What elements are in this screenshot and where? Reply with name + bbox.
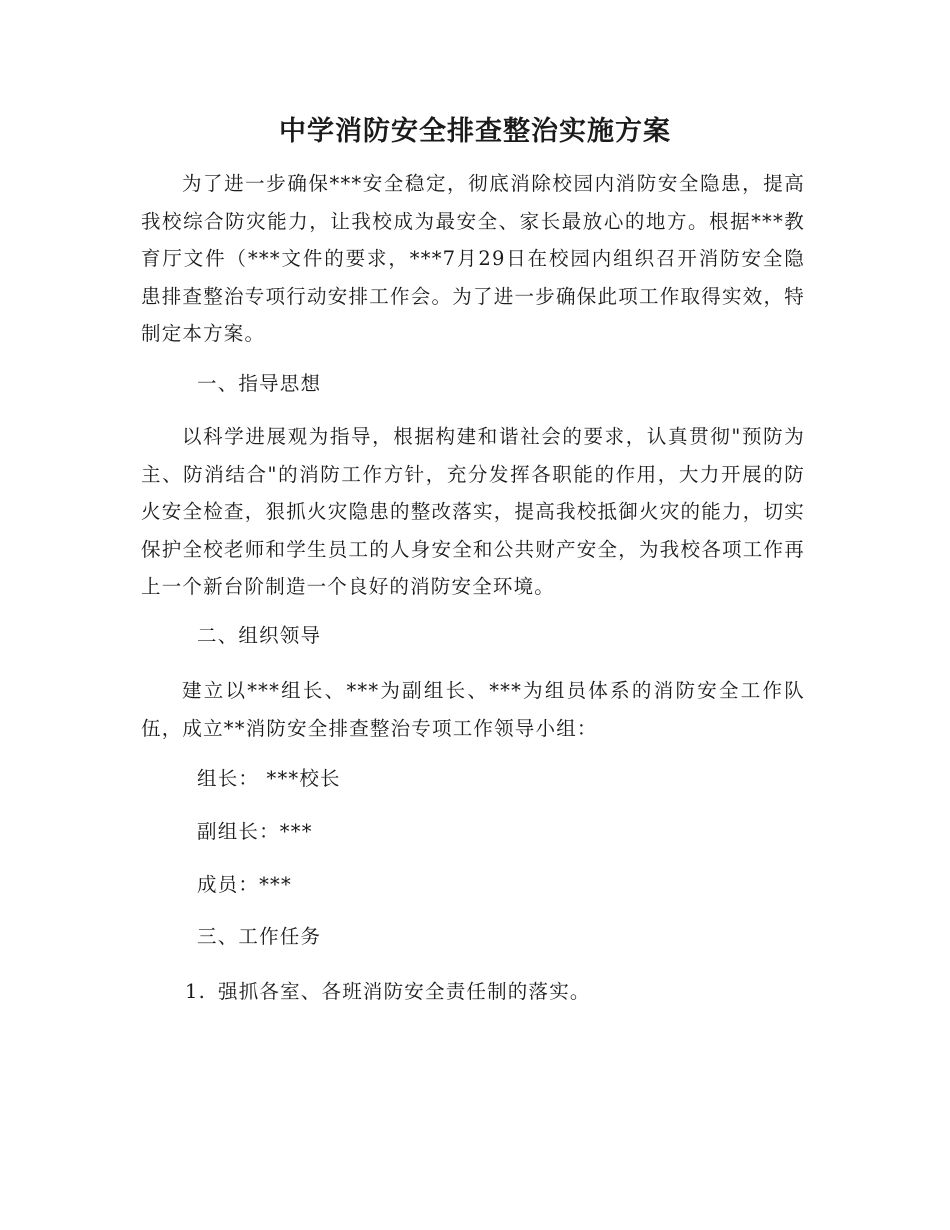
task-list-item [185,977,591,1007]
document-title: 中学消防安全排查整治实施方案 [279,116,671,147]
section-heading-organization: 二、组织领导 [197,624,322,647]
organization-paragraph: 建立以***组长、***为副组长、***为组员体系的消防安全工作队伍，成立**消防安全排查整治专项工作领导小组： [141,679,805,740]
deputy-leader-line: 副组长：*** [197,820,313,843]
task-text: 强抓各室、各班消防安全责任制的落实。 [218,980,591,1003]
members-line: 成员：*** [197,873,292,896]
guiding-ideology-paragraph: 以科学进展观为指导，根据构建和谐社会的要求，认真贯彻"预防为主、防消结合"的消防工作方针，充分发挥各职能的作用，大力开展的防火安全检查，狠抓火灾隐患的整改落实，提高我校抵御火灾的能力，切实保护全校老师和学生员工的人身安全和公共财产安全，为我校各项工作再上一个新台阶制造一个良好的消防安全环境。 [141,425,805,598]
leader-line: 组长： ***校长 [197,767,341,790]
task-number: 1. [185,980,207,1003]
section-heading-guiding-ideology: 一、指导思想 [197,372,322,395]
section-heading-work-tasks: 三、工作任务 [197,925,322,948]
intro-paragraph: 为了进一步确保***安全稳定，彻底消除校园内消防安全隐患，提高我校综合防灾能力，让我校成为最安全、家长最放心的地方。根据***教育厅文件（***文件的要求，***7月29日在校园内组织召开消防安全隐患排查整治专项行动安排工作会。为了进一步确保此项工作取得实效，特制定本方案。 [141,172,805,345]
